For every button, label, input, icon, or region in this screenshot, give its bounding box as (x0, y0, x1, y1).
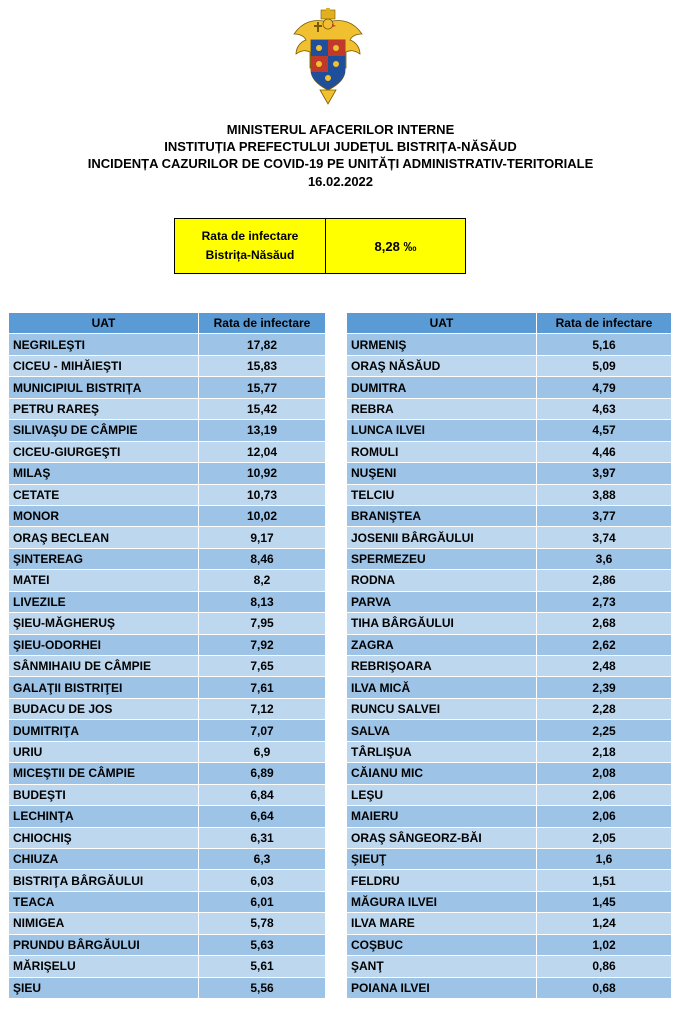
infection-rate-cell: 7,95 (199, 613, 326, 634)
infection-rate-cell: 1,6 (537, 848, 672, 869)
uat-name-cell: BISTRIŢA BÂRGĂULUI (9, 870, 199, 891)
infection-rate-cell: 5,63 (199, 934, 326, 955)
infection-rate-cell: 5,09 (537, 355, 672, 376)
uat-name-cell: CICEU - MIHĂIEŞTI (9, 355, 199, 376)
infection-rate-cell: 6,3 (199, 848, 326, 869)
report-date: 16.02.2022 (307, 174, 374, 189)
uat-name-cell: MUNICIPIUL BISTRIȚA (9, 377, 199, 398)
uat-name-cell: TEACA (9, 891, 199, 912)
infection-rate-cell: 4,57 (537, 420, 672, 441)
table-row (9, 613, 326, 634)
report-title: INCIDENȚA CAZURILOR DE COVID-19 PE UNITĂȚI ADMINISTRATIV-TERITORIALE (87, 156, 594, 171)
table-row (9, 677, 326, 698)
table-row (9, 891, 326, 912)
infection-rate-cell: 4,79 (537, 377, 672, 398)
column-header-rate: Rata de infectare (537, 313, 672, 334)
table-row (347, 591, 672, 612)
table-row (9, 827, 326, 848)
table-row (9, 870, 326, 891)
table-row (347, 463, 672, 484)
uat-name-cell: DUMITRA (347, 377, 537, 398)
uat-name-cell: PETRU RAREŞ (9, 398, 199, 419)
infection-rate-cell: 2,06 (537, 806, 672, 827)
infection-rate-cell: 7,12 (199, 698, 326, 719)
table-row (347, 784, 672, 805)
table-row (9, 848, 326, 869)
infection-rate-cell: 6,64 (199, 806, 326, 827)
table-row (347, 420, 672, 441)
column-header-rate: Rata de infectare (199, 313, 326, 334)
table-row (9, 934, 326, 955)
infection-rate-cell: 5,78 (199, 913, 326, 934)
uat-name-cell: ŞINTEREAG (9, 548, 199, 569)
table-row (347, 548, 672, 569)
infection-rate-cell: 15,42 (199, 398, 326, 419)
column-header-uat: UAT (9, 313, 199, 334)
table-row (9, 505, 326, 526)
table-row (347, 656, 672, 677)
infection-rate-cell: 5,56 (199, 977, 326, 998)
table-row (347, 934, 672, 955)
uat-name-cell: ROMULI (347, 441, 537, 462)
uat-name-cell: CHIUZA (9, 848, 199, 869)
institution-title: INSTITUȚIA PREFECTULUI JUDEȚUL BISTRIȚA-NĂSĂUD (164, 139, 517, 154)
infection-rate-cell: 1,02 (537, 934, 672, 955)
table-row (9, 570, 326, 591)
ministry-title: MINISTERUL AFACERILOR INTERNE (226, 122, 455, 137)
county-rate-label (175, 219, 326, 273)
infection-rate-cell: 2,62 (537, 634, 672, 655)
infection-rate-cell: 2,06 (537, 784, 672, 805)
infection-rate-cell: 2,28 (537, 698, 672, 719)
uat-name-cell: REBRIŞOARA (347, 656, 537, 677)
uat-name-cell: SILIVAŞU DE CÂMPIE (9, 420, 199, 441)
uat-name-cell: LUNCA ILVEI (347, 420, 537, 441)
uat-name-cell: ORAŞ NĂSĂUD (347, 355, 537, 376)
infection-rate-cell: 2,48 (537, 656, 672, 677)
column-header-uat: UAT (347, 313, 537, 334)
uat-name-cell: LEŞU (347, 784, 537, 805)
uat-name-cell: RODNA (347, 570, 537, 591)
table-row (9, 548, 326, 569)
table-row (347, 570, 672, 591)
table-row (347, 763, 672, 784)
infection-rate-cell: 0,68 (537, 977, 672, 998)
table-row (9, 484, 326, 505)
table-row (347, 827, 672, 848)
infection-rate-cell: 3,88 (537, 484, 672, 505)
table-row (9, 741, 326, 762)
infection-rate-cell: 13,19 (199, 420, 326, 441)
uat-name-cell: MONOR (9, 505, 199, 526)
infection-rate-cell: 2,08 (537, 763, 672, 784)
infection-rate-cell: 2,05 (537, 827, 672, 848)
uat-name-cell: ŞANŢ (347, 956, 537, 977)
infection-rate-cell: 1,51 (537, 870, 672, 891)
table-row (347, 891, 672, 912)
uat-name-cell: ORAŞ SÂNGEORZ-BĂI (347, 827, 537, 848)
table-row (347, 720, 672, 741)
uat-name-cell: LECHINŢA (9, 806, 199, 827)
infection-rate-cell: 2,18 (537, 741, 672, 762)
table-row (9, 956, 326, 977)
uat-name-cell: ORAŞ BECLEAN (9, 527, 199, 548)
table-row (347, 441, 672, 462)
uat-name-cell: PARVA (347, 591, 537, 612)
uat-name-cell: MĂRIŞELU (9, 956, 199, 977)
table-row (9, 977, 326, 998)
table-row (9, 784, 326, 805)
infection-rate-cell: 6,01 (199, 891, 326, 912)
infection-rate-cell: 3,6 (537, 548, 672, 569)
infection-rate-cell: 3,74 (537, 527, 672, 548)
uat-name-cell: ŞIEU-MĂGHERUŞ (9, 613, 199, 634)
table-row (9, 720, 326, 741)
county-rate-label-line1: Rata de infectare (201, 229, 299, 243)
uat-table-right (346, 312, 672, 999)
uat-name-cell: BUDACU DE JOS (9, 698, 199, 719)
table-row (347, 913, 672, 934)
uat-name-cell: URIU (9, 741, 199, 762)
infection-rate-cell: 12,04 (199, 441, 326, 462)
infection-rate-cell: 10,73 (199, 484, 326, 505)
table-row (347, 848, 672, 869)
uat-name-cell: REBRA (347, 398, 537, 419)
table-row (9, 377, 326, 398)
uat-table-left (8, 312, 326, 999)
infection-rate-cell: 9,17 (199, 527, 326, 548)
infection-rate-cell: 2,68 (537, 613, 672, 634)
table-row (347, 741, 672, 762)
infection-rate-cell: 5,16 (537, 334, 672, 355)
infection-rate-cell: 4,46 (537, 441, 672, 462)
table-row (347, 977, 672, 998)
uat-name-cell: TELCIU (347, 484, 537, 505)
uat-name-cell: FELDRU (347, 870, 537, 891)
infection-rate-cell: 15,77 (199, 377, 326, 398)
uat-name-cell: SÂNMIHAIU DE CÂMPIE (9, 656, 199, 677)
table-row (9, 763, 326, 784)
uat-name-cell: MĂGURA ILVEI (347, 891, 537, 912)
table-row (9, 527, 326, 548)
infection-rate-cell: 3,77 (537, 505, 672, 526)
uat-name-cell: CETATE (9, 484, 199, 505)
uat-name-cell: LIVEZILE (9, 591, 199, 612)
table-row (347, 677, 672, 698)
uat-name-cell: ILVA MARE (347, 913, 537, 934)
uat-name-cell: NIMIGEA (9, 913, 199, 934)
table-row (9, 656, 326, 677)
uat-name-cell: SALVA (347, 720, 537, 741)
infection-rate-cell: 2,25 (537, 720, 672, 741)
uat-name-cell: NUŞENI (347, 463, 537, 484)
table-row (9, 591, 326, 612)
uat-name-cell: MATEI (9, 570, 199, 591)
uat-name-cell: DUMITRIŢA (9, 720, 199, 741)
infection-rate-cell: 6,89 (199, 763, 326, 784)
uat-name-cell: MAIERU (347, 806, 537, 827)
uat-name-cell: TIHA BÂRGĂULUI (347, 613, 537, 634)
table-row (347, 484, 672, 505)
infection-rate-cell: 6,31 (199, 827, 326, 848)
table-row (9, 806, 326, 827)
uat-name-cell: ŞIEU-ODORHEI (9, 634, 199, 655)
uat-name-cell: RUNCU SALVEI (347, 698, 537, 719)
table-row (347, 355, 672, 376)
table-header-row (347, 313, 672, 334)
uat-name-cell: SPERMEZEU (347, 548, 537, 569)
table-row (9, 355, 326, 376)
table-row (347, 613, 672, 634)
infection-rate-cell: 6,84 (199, 784, 326, 805)
table-header-row (9, 313, 326, 334)
table-row (9, 634, 326, 655)
uat-name-cell: CĂIANU MIC (347, 763, 537, 784)
county-infection-rate-box (174, 218, 466, 274)
uat-name-cell: COŞBUC (347, 934, 537, 955)
table-row (347, 956, 672, 977)
infection-rate-cell: 8,46 (199, 548, 326, 569)
infection-rate-cell: 7,65 (199, 656, 326, 677)
infection-rate-cell: 1,24 (537, 913, 672, 934)
table-row (9, 441, 326, 462)
infection-rate-cell: 5,61 (199, 956, 326, 977)
table-row (9, 398, 326, 419)
uat-name-cell: PRUNDU BÂRGĂULUI (9, 934, 199, 955)
uat-name-cell: JOSENII BÂRGĂULUI (347, 527, 537, 548)
table-row (9, 913, 326, 934)
romania-coat-of-arms-icon (288, 8, 368, 108)
county-rate-label-line2: Bistrița-Năsăud (205, 248, 295, 262)
infection-rate-cell: 7,61 (199, 677, 326, 698)
infection-rate-cell: 6,03 (199, 870, 326, 891)
table-row (9, 698, 326, 719)
table-row (9, 334, 326, 355)
infection-rate-cell: 0,86 (537, 956, 672, 977)
infection-rate-cell: 8,2 (199, 570, 326, 591)
uat-name-cell: ŞIEU (9, 977, 199, 998)
infection-rate-cell: 3,97 (537, 463, 672, 484)
uat-name-cell: NEGRILEŞTI (9, 334, 199, 355)
infection-rate-cell: 17,82 (199, 334, 326, 355)
table-row (347, 698, 672, 719)
uat-name-cell: ZAGRA (347, 634, 537, 655)
infection-rate-cell: 8,13 (199, 591, 326, 612)
uat-name-cell: GALAŢII BISTRIŢEI (9, 677, 199, 698)
table-row (347, 334, 672, 355)
uat-name-cell: POIANA ILVEI (347, 977, 537, 998)
uat-name-cell: CICEU-GIURGEŞTI (9, 441, 199, 462)
uat-name-cell: MILAŞ (9, 463, 199, 484)
uat-name-cell: ILVA MICĂ (347, 677, 537, 698)
uat-name-cell: BRANIŞTEA (347, 505, 537, 526)
table-row (9, 420, 326, 441)
infection-rate-cell: 7,07 (199, 720, 326, 741)
infection-rate-cell: 2,73 (537, 591, 672, 612)
table-row (347, 527, 672, 548)
uat-name-cell: BUDEŞTI (9, 784, 199, 805)
table-row (347, 398, 672, 419)
uat-name-cell: URMENIŞ (347, 334, 537, 355)
infection-rate-cell: 10,02 (199, 505, 326, 526)
table-row (347, 870, 672, 891)
uat-name-cell: MICEŞTII DE CÂMPIE (9, 763, 199, 784)
uat-name-cell: CHIOCHIŞ (9, 827, 199, 848)
table-row (347, 505, 672, 526)
infection-rate-cell: 6,9 (199, 741, 326, 762)
infection-rate-cell: 4,63 (537, 398, 672, 419)
county-rate-value: 8,28 ‰ (374, 238, 417, 254)
infection-rate-cell: 10,92 (199, 463, 326, 484)
table-row (347, 806, 672, 827)
uat-name-cell: TÂRLIŞUA (347, 741, 537, 762)
infection-rate-cell: 2,86 (537, 570, 672, 591)
table-row (347, 377, 672, 398)
infection-rate-cell: 2,39 (537, 677, 672, 698)
uat-name-cell: ŞIEUŢ (347, 848, 537, 869)
table-row (9, 463, 326, 484)
table-row (347, 634, 672, 655)
infection-rate-cell: 1,45 (537, 891, 672, 912)
infection-rate-cell: 7,92 (199, 634, 326, 655)
infection-rate-cell: 15,83 (199, 355, 326, 376)
